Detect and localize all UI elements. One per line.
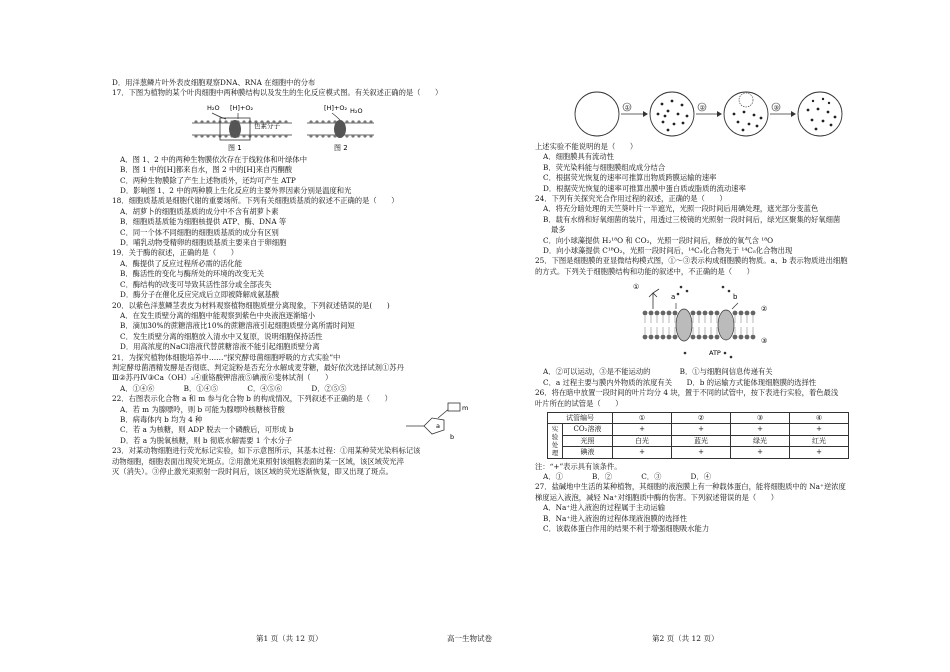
right-column bbox=[535, 88, 853, 534]
fig17-h-o2-label-2: [H]+O₂ bbox=[324, 103, 348, 112]
table-cell: 光照 bbox=[563, 435, 613, 446]
q19-option-a: A．酶提供了反应过程所必需的活化能 bbox=[120, 258, 243, 268]
table-header-cell: ① bbox=[613, 412, 672, 423]
table-cell: + bbox=[790, 424, 849, 435]
q20-stem: 20．以紫色洋葱鳞茎表皮为材料观察植物细胞质壁分离现象，下列叙述错误的是( ) bbox=[112, 300, 390, 310]
q25-stem-2: 的方式。下列关于细胞膜结构和功能的叙述中，不正确的是（ ） bbox=[535, 266, 754, 276]
table-header-cell: ④ bbox=[790, 412, 849, 423]
q20-option-a: A．在发生质壁分离的细胞中能观察到紫色中央液泡逐渐缩小 bbox=[120, 310, 315, 320]
page-number-left: 第1 页（共 12 页） bbox=[256, 634, 323, 643]
q19-option-d: D．酶分子在催化反应完成后立即被降解成氨基酸 bbox=[120, 290, 280, 300]
label-transport-b: b bbox=[733, 293, 738, 302]
table-header-cell: ② bbox=[672, 412, 731, 423]
step-3-label: ③ bbox=[773, 104, 779, 112]
cell-recovered bbox=[798, 92, 842, 136]
q25-figure bbox=[535, 279, 853, 365]
fig17-caption-1: 图 1 bbox=[228, 143, 242, 152]
exam-title-footer: 高一生物试卷 bbox=[447, 634, 492, 643]
q17-figure bbox=[112, 101, 474, 153]
q27-option-c: C．该载体蛋白作用的结果不利于增强细胞吸水能力 bbox=[543, 523, 710, 533]
marker-3: ③ bbox=[761, 337, 768, 346]
q25-options-cd: C．a 过程主要与膜内外物质的浓度有关 D．b 的运输方式能体现细胞膜的选择性 bbox=[543, 377, 817, 387]
nucleotide-diagram bbox=[402, 400, 472, 440]
q16-option-d: D．用洋葱鳞片叶外表皮细胞观察DNA、RNA 在细胞中的分布 bbox=[112, 78, 316, 87]
table-cell: 碘液 bbox=[563, 447, 613, 458]
q18-stem: 18．细胞质基质是细胞代谢的重要场所。下列有关细胞质基质的叙述不正确的是（ ） bbox=[112, 196, 399, 206]
label-m: m bbox=[462, 404, 469, 413]
table-cell: 蓝光 bbox=[672, 435, 731, 446]
table-cell: 绿光 bbox=[731, 435, 790, 446]
q24-stem: 24．下列有关探究光合作用过程的叙述，正确的是（ ） bbox=[535, 194, 727, 204]
table-cell: CO₂溶液 bbox=[563, 424, 613, 435]
cell-labeled bbox=[650, 92, 694, 136]
q18-option-a: A．胡萝卜的细胞质基质的成分中不含有胡萝卜素 bbox=[120, 206, 279, 216]
label-b: b bbox=[450, 433, 455, 441]
q21-stem-3: Ⅲ②苏丹Ⅳ③Ca（OH）₂④重铬酸钾溶液⑤碘液⑥斐林试剂（ ） bbox=[112, 373, 333, 383]
q27-option-a: A．Na⁺进入液泡的过程属于主动运输 bbox=[543, 503, 666, 513]
q23-stem-1: 23．对某动物细胞进行荧光标记实验，如下示意图所示，其基本过程：①用某种荧光染料标记该 bbox=[112, 446, 421, 456]
q23-option-a: A．细胞膜具有流动性 bbox=[543, 152, 614, 162]
q25-stem-1: 25．下图是细胞膜的亚显微结构模式图，①～③表示构成细胞膜的物质。a、b 表示物质进出细胞 bbox=[535, 256, 848, 266]
fig17-h2o-label: H₂O bbox=[207, 103, 220, 112]
table-cell: + bbox=[790, 447, 849, 458]
q24-option-d: D．向小球藻提供 C¹⁸O₂，光照一段时间后，¹⁴C₃化合物先于 ¹⁴C₅化合物出现 bbox=[543, 246, 793, 256]
cell-membrane-diagram bbox=[535, 279, 853, 365]
table-header-cell: 试管编号 bbox=[548, 412, 613, 423]
table-cell: + bbox=[613, 447, 672, 458]
table-cell: 红光 bbox=[790, 435, 849, 446]
q21-stem-2: 判定酵母菌酒精发酵是否彻底、判定淀粉是否充分水解成麦芽糖，最好依次选择试剂①苏丹 bbox=[112, 362, 404, 372]
table-cell: + bbox=[672, 424, 731, 435]
q22-block bbox=[112, 394, 474, 446]
table-cell: + bbox=[731, 447, 790, 458]
cell-unlabeled bbox=[575, 92, 619, 136]
q23-option-b: B．荧光染料能与细胞膜组成成分结合 bbox=[543, 162, 666, 172]
marker-1: ① bbox=[633, 283, 640, 292]
q23-stem-3: 灭（消失）。③停止激光束照射一段时间后，该区域的荧光逐渐恢复，即又出现了斑点。 bbox=[112, 467, 393, 476]
q18-option-c: C．同一个体不同细胞的细胞质基质的成分有区别 bbox=[120, 227, 279, 237]
q26-stem-2: 叶片所在的试管是（ ） bbox=[535, 398, 623, 408]
marker-2: ② bbox=[761, 305, 768, 314]
q23-stem-2: 动物细胞，细胞表面出现荧光斑点。②用激光束照射该细胞表面的某一区域，该区域荧光淬 bbox=[112, 456, 404, 466]
page-number-right: 第2 页（共 12 页） bbox=[652, 634, 719, 643]
q17-option-c: C．两种生物膜除了产生上述物质外，还均可产生 ATP bbox=[120, 175, 296, 185]
fig17-h2o-label-2: H₂O bbox=[350, 106, 363, 115]
q24-option-c: C．向小球藻提供 H₂¹⁸O 和 CO₂，光照一段时间后，释放的氧气含 ¹⁸O bbox=[543, 235, 774, 245]
q23-figure bbox=[535, 90, 853, 140]
table-cell: + bbox=[731, 424, 790, 435]
q24-option-b-cont: 最多 bbox=[551, 225, 566, 235]
table-row bbox=[548, 424, 849, 435]
q27-stem-1: 27．盐碱地中生活的某种植物，其细胞的液泡膜上有一种载体蛋白，能将细胞质中的 Na⁺逆浓度 bbox=[535, 482, 846, 492]
q17-option-a: A．图 1、2 中的两种生物膜依次存在于线粒体和叶绿体中 bbox=[120, 154, 308, 164]
q20-option-d: D．用高浓度的NaCl溶液代替蔗糖溶液不能引起细胞质壁分离 bbox=[120, 342, 320, 352]
table-row bbox=[548, 447, 849, 458]
table-header-row bbox=[548, 412, 849, 423]
pigment-label: 色素分子 bbox=[254, 121, 280, 130]
group-label-cell: 实验处理 bbox=[548, 424, 563, 458]
q27-option-b: B．Na⁺进入液泡的过程体现液泡膜的选择性 bbox=[543, 513, 687, 523]
q22-option-b: B．病毒体内 b 均为 4 种 bbox=[120, 414, 203, 424]
q22-option-c: C．若 a 为核糖，则 ADP 脱去一个磷酸后，可形成 b bbox=[120, 425, 294, 435]
q17-option-b: B．图 1 中的[H]都来自水，图 2 中的[H]来自丙酮酸 bbox=[120, 165, 293, 175]
q23-option-c: C．根据荧光恢复的速率可推算出物质跨膜运输的速率 bbox=[543, 173, 717, 183]
q17-stem: 17．下图为植物的某个叶肉细胞中两种膜结构以及发生的生化反应模式图。有关叙述正确的是（ ） bbox=[112, 88, 443, 98]
q19-option-c: C．酶结构的改变可导致其活性部分或全部丧失 bbox=[120, 279, 272, 289]
q17-option-d: D．影响图 1、2 中的两种膜上生化反应的主要外界因素分别是温度和光 bbox=[120, 186, 352, 196]
q19-option-b: B．酶活性的变化与酶所处的环境的改变无关 bbox=[120, 269, 265, 279]
q23-option-d: D．根据荧光恢复的速率可推算出膜中蛋白质或脂质的流动速率 bbox=[543, 183, 746, 193]
table-note: 注：“+”表示具有该条件。 bbox=[535, 461, 622, 471]
table-cell: + bbox=[672, 447, 731, 458]
membrane-2 bbox=[307, 113, 374, 138]
table-header-cell: ③ bbox=[731, 412, 790, 423]
q19-stem: 19．关于酶的叙述，正确的是（ ） bbox=[112, 248, 239, 258]
fluorescence-cells-diagram bbox=[535, 90, 853, 140]
q24-option-a: A．将充分暗处理的天竺葵叶片一半遮光，光照一段时间后用碘处理，遮光部分变蓝色 bbox=[543, 204, 819, 214]
q27-stem-2: 梯度运入液泡，减轻 Na⁺对细胞质中酶的伤害。下列叙述错误的是（ ） bbox=[535, 492, 779, 502]
step-1-label: ① bbox=[624, 104, 630, 112]
table-cell: + bbox=[613, 424, 672, 435]
q24-option-b: B．载有水绵和好氧细菌的装片，用透过三棱镜的光照射一段时间后，绿光区聚集的好氧细菌 bbox=[543, 214, 841, 224]
q26-stem-1: 26．将在暗中放置一段时间的叶片均分 4 块，置于不同的试管中，按下表进行实验，着色最浅 bbox=[535, 388, 839, 398]
q21-stem-1: 21．为探究植物体细胞培养中……“探究酵母菌细胞呼吸的方式实验”中 bbox=[112, 352, 341, 362]
q21-options: A．①④⑥ B．①④⑤ C．④⑤⑥ D．②⑤⑤ bbox=[120, 383, 347, 393]
q22-option-d: D．若 a 为脱氧核糖，则 b 彻底水解需要 1 个水分子 bbox=[120, 435, 293, 445]
q25-options-ab: A．②可以运动，③是不能运动的 B．①与细胞间信息传递有关 bbox=[543, 367, 773, 377]
q26-options: A．① B．② C．③ D．④ bbox=[543, 471, 712, 481]
q18-option-b: B．细胞质基质能为细胞核提供 ATP、酶、DNA 等 bbox=[120, 217, 287, 227]
q20-option-b: B．滴加30%的蔗糖溶液比10%的蔗糖溶液引起细胞质壁分离所需时间短 bbox=[120, 321, 355, 331]
left-column bbox=[112, 78, 474, 477]
table-cell: 白光 bbox=[613, 435, 672, 446]
q20-option-c: C．发生质壁分离的细胞放入清水中又复原，说明细胞保持活性 bbox=[120, 331, 323, 341]
q22-stem: 22．右图表示化合物 a 和 m 参与化合物 b 的构成情况，下列叙述不正确的是（ ） bbox=[112, 394, 392, 404]
q23-question: 上述实验不能说明的是（ ） bbox=[535, 142, 638, 151]
lipid-bilayer bbox=[643, 289, 756, 341]
protein-carrier bbox=[718, 310, 734, 340]
glycoprotein bbox=[649, 289, 659, 309]
step-2-label: ② bbox=[699, 104, 705, 112]
atp-label: ATP bbox=[709, 349, 721, 358]
fig17-caption-2: 图 2 bbox=[334, 143, 348, 152]
label-a: a bbox=[436, 422, 440, 431]
label-transport-a: a bbox=[671, 293, 676, 302]
protein-channel bbox=[676, 309, 692, 341]
membrane-diagram bbox=[112, 101, 474, 153]
q22-option-a: A．若 m 为腺嘌呤，则 b 可能为腺嘌呤核糖核苷酸 bbox=[120, 404, 285, 414]
fig17-h-o2-label: [H]+O₂ bbox=[230, 103, 254, 112]
table-row bbox=[548, 435, 849, 446]
q26-table bbox=[547, 412, 849, 459]
q18-option-d: D．哺乳动物受精卵的细胞质基质主要来自于卵细胞 bbox=[120, 238, 287, 248]
